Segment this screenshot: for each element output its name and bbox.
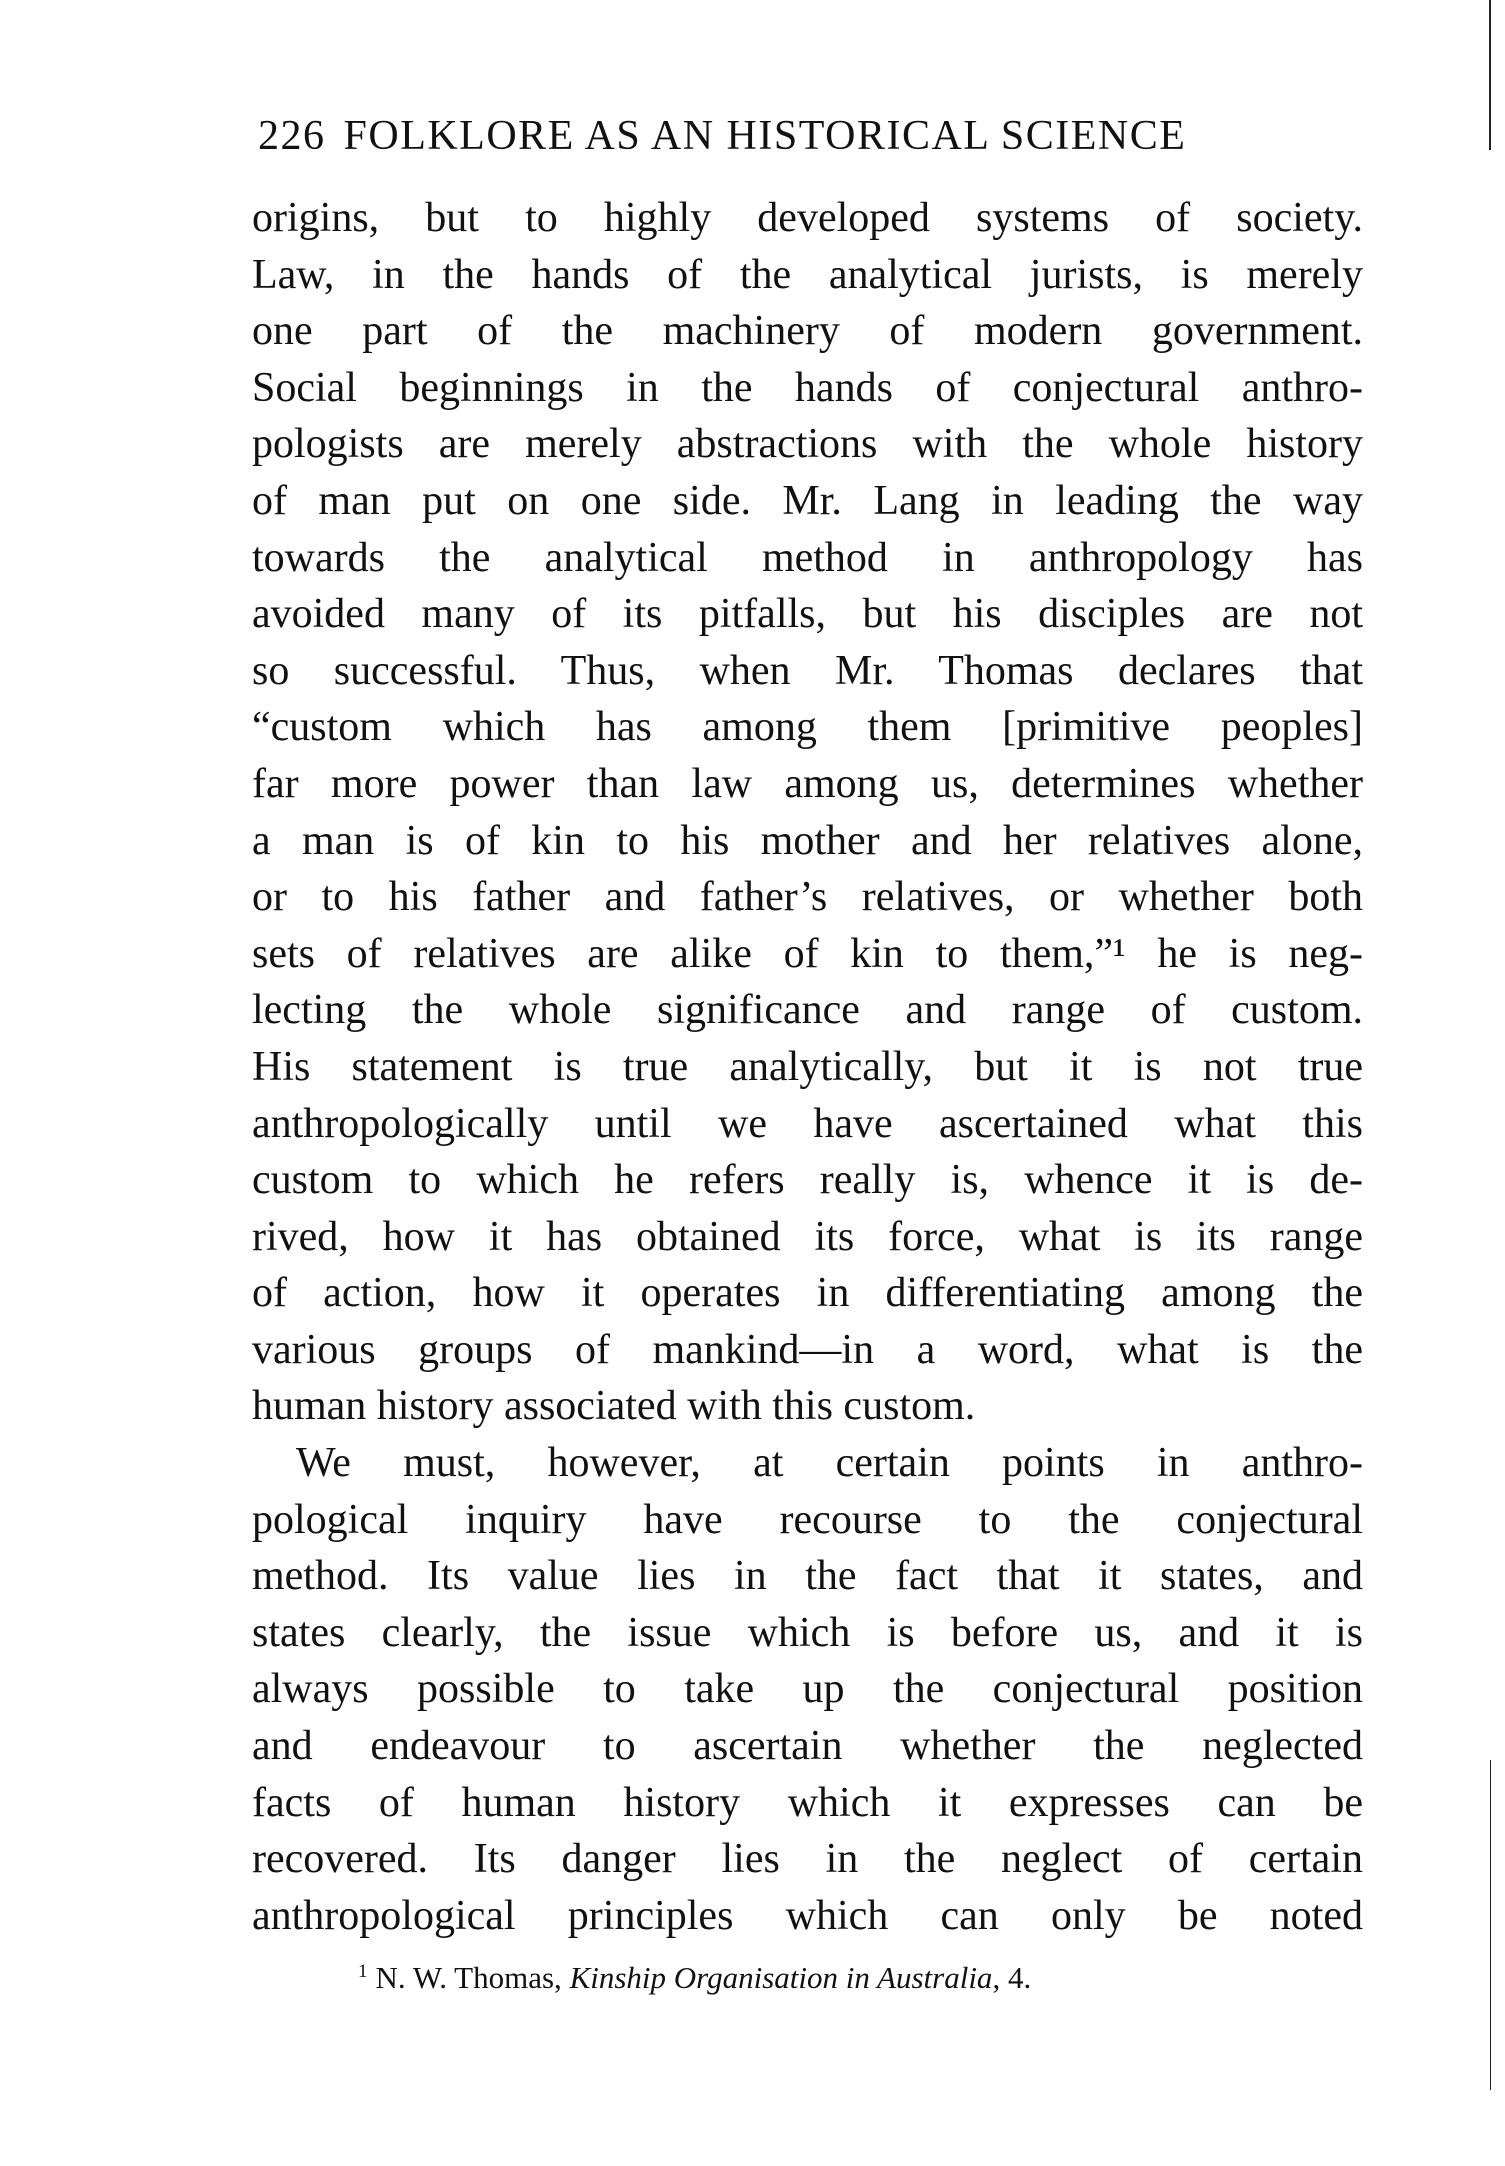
footnote-marker: 1 — [358, 1960, 368, 1982]
text-line: pological inquiry have recourse to the conjectural — [252, 1496, 1363, 1543]
running-header — [258, 112, 1298, 160]
text-line: “custom which has among them [primitive peoples] — [252, 704, 1363, 751]
text-line: or to his father and father’s relatives, or whether both — [252, 874, 1363, 921]
text-line: pologists are merely abstractions with the whole history — [252, 421, 1363, 468]
footnote-title: Kinship Organisation in Australia — [569, 1960, 993, 1995]
text-line: We must, however, at certain points in anthro- — [296, 1440, 1363, 1487]
text-line: a man is of kin to his mother and her relatives alone, — [252, 817, 1363, 864]
text-line: anthropological principles which can only be noted — [252, 1892, 1363, 1939]
text-line: of man put on one side. Mr. Lang in leading the way — [252, 477, 1363, 524]
text-line: method. Its value lies in the fact that it states, and — [252, 1553, 1363, 1600]
text-line: and endeavour to ascertain whether the neglected — [252, 1723, 1363, 1770]
text-line: states clearly, the issue which is before us, and it is — [252, 1609, 1363, 1656]
text-line: custom to which he refers really is, whence it is de- — [252, 1157, 1363, 1204]
scan-edge-mark — [1489, 0, 1491, 150]
page-number: 226 — [258, 113, 326, 159]
text-line: origins, but to highly developed systems of society. — [252, 195, 1363, 241]
footnote — [358, 1960, 1031, 1996]
text-line: Social beginnings in the hands of conjectural anthro- — [252, 364, 1363, 411]
text-line: various groups of mankind—in a word, what is the — [252, 1326, 1363, 1373]
text-line: anthropologically until we have ascertained what this — [252, 1100, 1363, 1147]
text-line: Law, in the hands of the analytical jurists, is merely — [252, 251, 1363, 298]
text-line: of action, how it operates in differentiating among the — [252, 1270, 1363, 1317]
text-line: towards the analytical method in anthropology has — [252, 534, 1363, 581]
text-line: sets of relatives are alike of kin to them,”¹ he is neg- — [252, 930, 1363, 977]
text-line: one part of the machinery of modern government. — [252, 308, 1363, 355]
footnote-page: , 4. — [992, 1960, 1032, 1995]
text-line: always possible to take up the conjectural position — [252, 1666, 1363, 1713]
text-line: facts of human history which it expresses can be — [252, 1779, 1363, 1826]
footnote-author: N. W. Thomas, — [375, 1960, 562, 1995]
text-line: recovered. Its danger lies in the neglect of certain — [252, 1836, 1363, 1883]
text-line: far more power than law among us, determines whether — [252, 760, 1363, 807]
running-title: FOLKLORE AS AN HISTORICAL SCIENCE — [343, 113, 1187, 159]
text-line: human history associated with this custom. — [252, 1383, 976, 1430]
body-text — [252, 190, 1363, 1944]
text-line: avoided many of its pitfalls, but his disciples are not — [252, 591, 1363, 638]
text-line: so successful. Thus, when Mr. Thomas declares that — [252, 647, 1363, 694]
scan-edge-mark — [1490, 1760, 1491, 2090]
text-line: His statement is true analytically, but it is not true — [252, 1043, 1363, 1090]
text-line: lecting the whole significance and range of custom. — [252, 987, 1363, 1034]
text-line: rived, how it has obtained its force, what is its range — [252, 1213, 1363, 1260]
